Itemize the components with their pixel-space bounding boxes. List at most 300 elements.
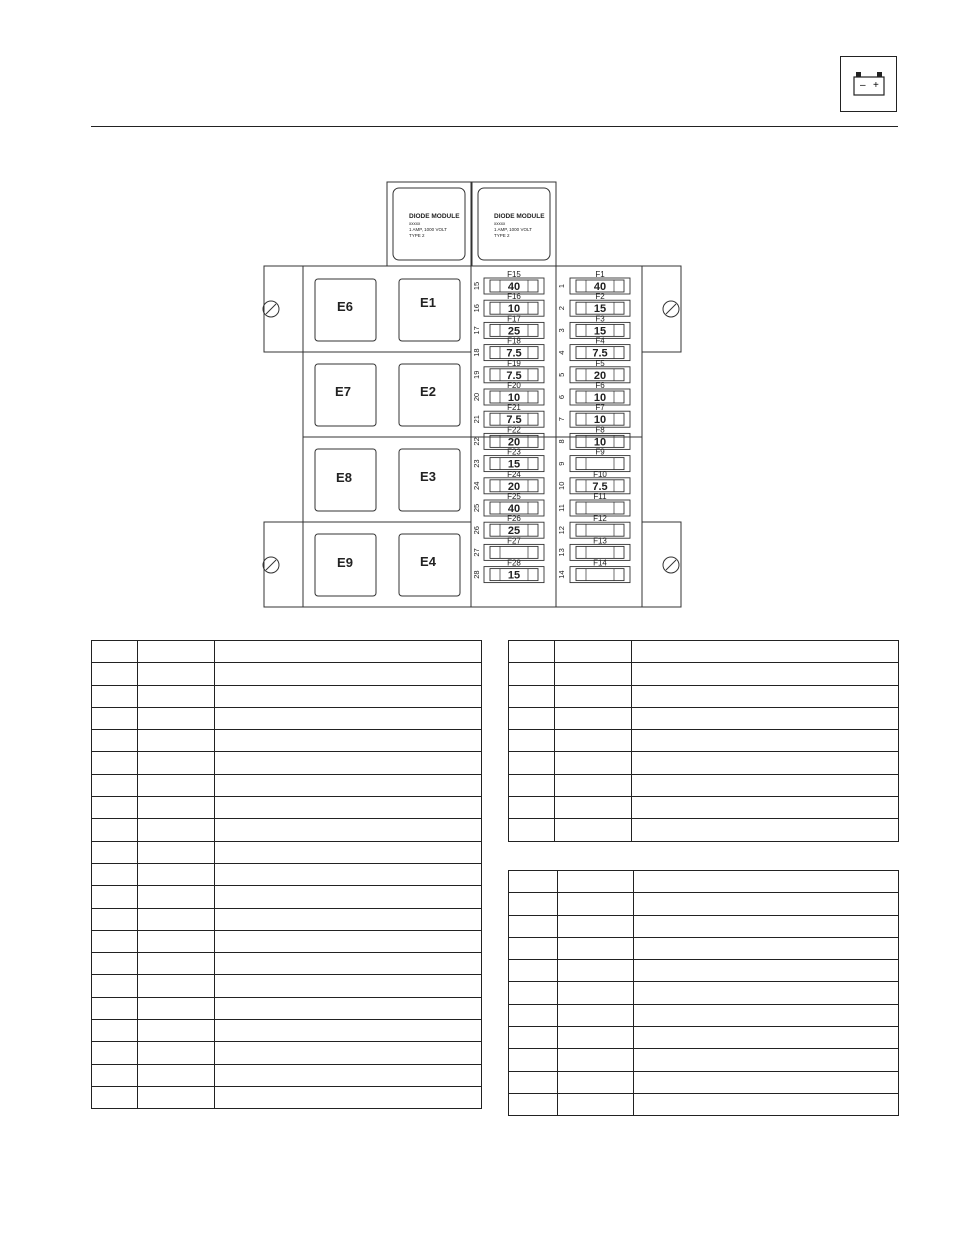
mount-tab-bottom-right [642,522,681,607]
table-cell [215,1042,482,1064]
table-cell [558,1004,634,1026]
fuse-id: F3 [595,314,605,324]
table-cell [634,1049,899,1071]
table-cell [509,663,555,685]
relay-label-e6: E6 [337,299,353,314]
fuse-slot-number: 5 [556,372,566,377]
table-cell [215,774,482,796]
fuse-rating: 25 [507,325,521,338]
table-row [509,663,899,685]
table-cell [632,797,899,819]
battery-plus: + [873,80,879,91]
screw-icon [663,301,679,317]
fuse-slot-number: 17 [471,326,481,335]
fuse-f9 [557,448,630,472]
table-cell [138,1086,215,1108]
table-cell [215,730,482,752]
fuse-slot-number: 20 [471,392,481,402]
fuse-id: F4 [595,336,605,346]
fuse-f3 [557,314,630,338]
fuse-f28 [472,559,544,583]
table-row [92,886,482,908]
table-cell [509,1049,558,1071]
table-cell [509,893,558,915]
fuse-rating: 40 [507,503,521,515]
diode-module-line: 1 AMP, 1000 VOLT [409,227,447,232]
table-row [92,997,482,1019]
fuse-f20 [472,381,544,405]
table-cell [92,997,138,1019]
fuse-slot-number: 14 [556,570,566,579]
table-cell [555,797,632,819]
table-cell [509,871,558,893]
diode-module-1 [393,188,465,260]
table-cell [92,797,138,819]
fuse-f1 [557,270,630,294]
mount-tab-top-right [642,266,681,352]
table-cell [509,707,555,729]
fuse-id: F25 [507,492,521,501]
relay-label-e9: E9 [337,555,353,570]
fuse-rating: 40 [593,281,607,293]
fuse-slot-number: 26 [471,526,481,535]
table-cell [634,1071,899,1093]
table-cell [509,730,555,752]
table-row [92,797,482,819]
fuse-id: F13 [593,536,607,546]
table-row [92,841,482,863]
fuse-id: F16 [507,292,521,302]
fuse-f21 [472,403,544,427]
table-cell [138,841,215,863]
table-cell [555,663,632,685]
fuse-slot-number: 9 [556,461,566,466]
relay-label-e1: E1 [420,295,436,310]
table-row [92,953,482,975]
table-cell [558,960,634,982]
table-cell [634,960,899,982]
fuse-rating: 15 [507,569,521,582]
table-cell [92,1086,138,1108]
fuse-id: F6 [595,381,605,390]
table-cell [92,685,138,707]
fuse-f6 [557,381,630,405]
table-cell [634,937,899,959]
table-cell [138,774,215,796]
mount-tab-top-left [264,266,303,352]
table-cell [555,819,632,841]
screw-icon [263,557,279,573]
table-cell [634,871,899,893]
table-cell [215,997,482,1019]
fuse-rating: 10 [593,392,607,404]
table-cell [92,641,138,663]
table-cell [138,1064,215,1086]
table-cell [215,863,482,885]
relay-label-e4: E4 [420,554,436,569]
table-cell [634,915,899,937]
table-cell [634,893,899,915]
fuse-column-right [557,270,630,583]
table-row [92,685,482,707]
fuse-id: F15 [507,270,521,279]
fuse-f17 [472,314,544,338]
fuse-rating: 20 [593,369,607,382]
table-cell [509,1027,558,1049]
diode-module-line: 1 AMP, 1000 VOLT [494,227,532,232]
diode-module-line: xxxxx [409,221,421,226]
table-row [92,975,482,997]
table-row [92,707,482,729]
fuse-slot-number: 22 [471,437,481,446]
table-cell [215,663,482,685]
table-cell [92,1020,138,1042]
fuse-f26 [472,514,544,538]
table-row [509,1071,899,1093]
table-cell [215,797,482,819]
table-cell [558,982,634,1004]
table-cell [138,641,215,663]
table-cell [92,1064,138,1086]
table-row [509,797,899,819]
fuse-slot-number: 13 [556,548,566,557]
table-cell [138,1020,215,1042]
table-cell [138,908,215,930]
table-cell [509,685,555,707]
fuse-slot-number: 23 [471,459,481,468]
fuse-id: F2 [595,292,605,302]
fuse-f2 [557,292,630,316]
table-cell [509,915,558,937]
table-cell [92,975,138,997]
table-row [509,915,899,937]
diode-module-line: xxxxx [494,221,506,226]
table-cell [634,1093,899,1115]
fuse-f5 [557,359,630,383]
table-cell [215,886,482,908]
table-cell [509,819,555,841]
fuse-id: F9 [595,447,605,457]
table-cell [138,819,215,841]
fuse-id: F7 [595,403,605,413]
table-cell [558,871,634,893]
fuse-rating: 10 [507,303,521,316]
fuse-id: F17 [507,314,521,324]
fuse-f19 [472,359,544,383]
fuse-rating: 15 [593,325,607,338]
fuse-f24 [472,470,544,494]
fuse-f10 [557,470,630,494]
diode-module-housing-1 [387,182,471,266]
table-row [509,685,899,707]
fuse-slot-number: 10 [556,481,566,490]
relay-label-e2: E2 [420,384,436,399]
fuse-slot-number: 21 [471,415,481,424]
table-cell [138,886,215,908]
fuse-rating: 7.5 [592,480,608,493]
table-cell [509,641,555,663]
table-cell [138,997,215,1019]
table-row [509,1027,899,1049]
fuse-slot-number: 8 [556,439,566,444]
table-cell [555,707,632,729]
diode-module-2 [478,188,550,260]
table-cell [138,663,215,685]
table-row [92,641,482,663]
table-cell [215,707,482,729]
table-cell [509,1071,558,1093]
table-row [92,1020,482,1042]
fuse-id: F22 [507,425,521,435]
fuse-id: F28 [507,558,521,568]
table-cell [138,797,215,819]
table-cell [634,1004,899,1026]
table-cell [92,730,138,752]
table-cell [92,908,138,930]
table-row [509,1093,899,1115]
table-row [509,1004,899,1026]
table-cell [509,774,555,796]
table-cell [138,1042,215,1064]
fuse-slot-number: 4 [556,350,566,355]
diode-module-housing-2 [472,182,556,266]
fuse-f16 [472,292,544,316]
table-row [509,871,899,893]
table-row [509,774,899,796]
table-cell [634,1027,899,1049]
relay-label-e3: E3 [420,469,436,484]
table-row [92,774,482,796]
battery-minus: – [860,80,866,91]
table-cell [215,953,482,975]
table-row [509,982,899,1004]
fuse-f12 [557,514,630,538]
table-cell [92,707,138,729]
fuse-id: F11 [593,492,607,501]
diode-module-line: TYPE 2 [409,233,425,238]
table-cell [215,841,482,863]
fuse-id: F10 [593,469,607,479]
table-cell [215,685,482,707]
table-cell [558,937,634,959]
fuse-slot-number: 19 [471,370,481,379]
fuse-slot-number: 24 [471,481,481,490]
table-cell [555,730,632,752]
table-cell [215,1086,482,1108]
table-row [509,641,899,663]
table-cell [555,685,632,707]
relay-label-e7: E7 [335,384,351,399]
mount-tab-bottom-left [264,522,303,607]
table-cell [632,774,899,796]
diode-module-title-2: DIODE MODULE [494,213,545,220]
fuse-rating: 20 [507,436,521,449]
fuse-slot-number: 25 [471,503,481,513]
table-row [509,707,899,729]
fuse-id: F8 [595,425,605,435]
fuse-f25 [472,492,544,516]
table-cell [92,1042,138,1064]
table-cell [138,863,215,885]
fuse-id: F5 [595,358,605,368]
fuse-id: F14 [593,558,607,568]
table-row [92,819,482,841]
table-cell [509,937,558,959]
fuse-rating: 40 [507,281,521,293]
table-cell [634,982,899,1004]
table-cell [92,819,138,841]
table-cell [558,915,634,937]
table-cell [509,797,555,819]
screw-icon [263,301,279,317]
table-cell [558,1093,634,1115]
fuse-f14 [557,559,630,583]
table-cell [92,953,138,975]
table-row [92,1064,482,1086]
fuse-slot-number: 6 [556,394,566,400]
fuse-id: F27 [507,536,521,546]
table-cell [558,893,634,915]
table-cell [92,752,138,774]
fuse-f13 [557,536,630,560]
fuse-slot-number: 16 [471,304,481,313]
table-cell [92,663,138,685]
table-cell [509,1004,558,1026]
table-cell [509,960,558,982]
fuse-slot-number: 15 [471,281,481,291]
table-cell [632,752,899,774]
fuse-slot-number: 3 [556,328,566,333]
fuse-id: F1 [595,270,605,279]
table-cell [509,982,558,1004]
fuse-rating: 10 [593,436,607,449]
fuse-rating: 15 [507,458,521,471]
table-cell [555,752,632,774]
fuse-slot-number: 27 [471,548,481,557]
fuse-id: F18 [507,336,521,346]
table-cell [138,953,215,975]
table-row [509,730,899,752]
table-row [509,752,899,774]
table-row [509,893,899,915]
table-cell [558,1071,634,1093]
table-cell [215,1064,482,1086]
table-cell [509,1093,558,1115]
fuse-f15 [472,270,544,294]
table-cell [215,930,482,952]
table-row [509,819,899,841]
table-cell [138,707,215,729]
fuse-column-left [472,270,544,583]
table-row [92,730,482,752]
fuse-slot-number: 12 [556,526,566,535]
fuse-id: F20 [507,381,521,390]
fuse-rating: 10 [507,392,521,404]
table-cell [138,752,215,774]
table-cell [632,685,899,707]
table-row [92,1042,482,1064]
fuse-rating: 25 [507,525,521,538]
fuse-rating: 7.5 [506,414,522,427]
table-cell [138,975,215,997]
table-cell [215,1020,482,1042]
fuse-slot-number: 11 [556,504,566,512]
table-row [92,930,482,952]
fuse-id: F26 [507,514,521,524]
table-cell [215,752,482,774]
table-cell [509,752,555,774]
table-cell [215,641,482,663]
table-row [509,960,899,982]
fuse-id: F23 [507,447,521,457]
table-cell [632,819,899,841]
fuse-slot-number: 1 [556,283,566,289]
fuse-rating: 10 [593,414,607,427]
fuse-rating: 20 [507,480,521,493]
table-cell [215,819,482,841]
fuse-rating: 15 [593,303,607,316]
fuse-id: F24 [507,469,521,479]
fuse-table-left [91,640,482,1109]
diode-module-line: TYPE 2 [494,233,510,238]
fuse-id: F12 [593,514,607,524]
table-row [92,863,482,885]
fuse-table-right-bottom [508,870,899,1116]
fuse-rating: 7.5 [506,369,522,382]
fuse-f23 [472,448,544,472]
table-row [509,937,899,959]
table-row [92,1086,482,1108]
relay-label-e8: E8 [336,470,352,485]
table-cell [138,930,215,952]
table-cell [632,707,899,729]
fuse-f4 [557,337,630,361]
table-cell [215,975,482,997]
table-cell [215,908,482,930]
fuse-f11 [557,492,630,516]
table-cell [138,730,215,752]
table-cell [632,663,899,685]
table-cell [92,841,138,863]
fuse-rating: 7.5 [592,347,608,360]
table-cell [632,641,899,663]
fuse-slot-number: 18 [471,348,481,357]
fuse-f27 [472,536,544,560]
fuse-f7 [557,403,630,427]
table-cell [92,863,138,885]
table-cell [138,685,215,707]
relay-e1 [399,279,460,341]
fuse-slot-number: 28 [471,570,481,579]
table-row [92,908,482,930]
fuse-slot-number: 7 [556,417,566,422]
table-cell [92,774,138,796]
fuse-rating: 7.5 [506,347,522,360]
table-cell [92,930,138,952]
table-row [92,663,482,685]
table-cell [555,774,632,796]
screw-icon [663,557,679,573]
table-cell [92,886,138,908]
table-cell [558,1027,634,1049]
fuse-f18 [472,337,544,361]
table-cell [555,641,632,663]
diode-module-title-1: DIODE MODULE [409,213,460,220]
fuse-id: F19 [507,358,521,368]
fuse-slot-number: 2 [556,306,566,311]
table-cell [558,1049,634,1071]
table-cell [632,730,899,752]
